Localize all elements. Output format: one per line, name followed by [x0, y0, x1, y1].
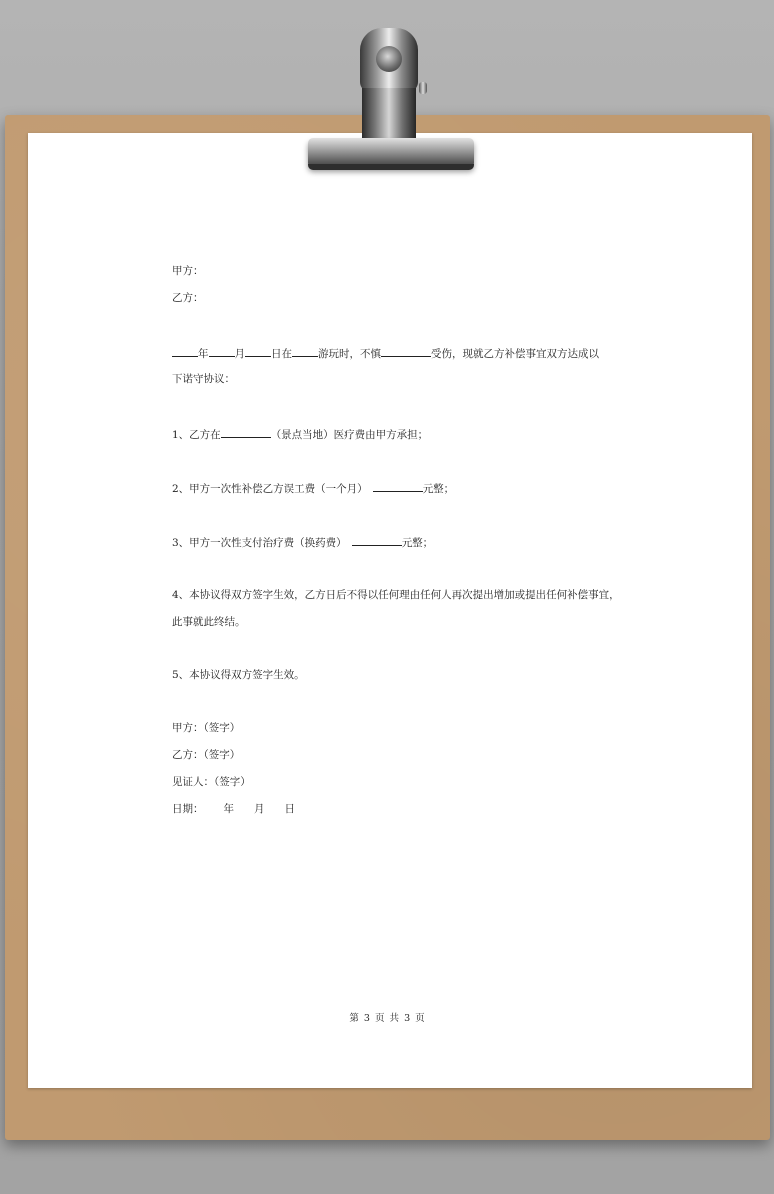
signature-party-a — [172, 721, 240, 735]
clause-4-line-2 — [172, 615, 246, 629]
footer-page-number: 3 — [363, 1013, 370, 1024]
date-day: 日 — [284, 803, 295, 815]
page-footer — [0, 1012, 774, 1026]
clause-3 — [172, 534, 433, 550]
signature-party-b — [172, 748, 240, 762]
footer-total-number: 3 — [404, 1013, 411, 1024]
intro-continuation: 下诺守协议： — [172, 373, 235, 385]
footer-prefix: 第 — [349, 1013, 359, 1024]
clause-2-suffix: 元整； — [422, 483, 455, 495]
party-b-line — [172, 291, 204, 305]
clause-2-prefix: 2、甲方一次性补偿乙方误工费（一个月） — [172, 483, 368, 495]
footer-page-unit: 页 — [374, 1013, 385, 1024]
clause-1-prefix: 1、乙方在 — [172, 429, 221, 441]
footer-total-unit: 页 — [415, 1013, 425, 1024]
signature-date — [172, 802, 295, 816]
intro-line — [172, 345, 599, 361]
clause-3-suffix: 元整； — [401, 537, 434, 549]
footer-total-prefix: 共 — [389, 1013, 400, 1024]
clause-5-text: 5、本协议得双方签字生效。 — [172, 669, 305, 681]
intro-tour-text: 游玩时，不慎 — [318, 348, 381, 360]
blank-year — [172, 345, 198, 357]
intro-year: 年 — [198, 348, 209, 360]
party-b-label: 乙方： — [172, 292, 204, 304]
signature-party-a-text: 甲方：（签字） — [172, 722, 241, 734]
clause-2 — [172, 480, 454, 496]
signature-party-b-text: 乙方：（签字） — [172, 749, 241, 761]
blank-clause-2 — [373, 480, 423, 492]
blank-clause-1 — [221, 426, 271, 438]
intro-injury-text: 受伤，现就乙方补偿事宜双方达成以 — [431, 348, 599, 360]
date-label: 日期： — [172, 803, 204, 815]
clause-3-prefix: 3、甲方一次性支付治疗费（换药费） — [172, 537, 347, 549]
blank-clause-3 — [352, 534, 402, 546]
signature-witness — [172, 775, 251, 789]
intro-month: 月 — [234, 348, 245, 360]
party-a-line — [172, 264, 204, 278]
clause-1 — [172, 426, 428, 442]
date-year: 年 — [223, 803, 234, 815]
party-a-label: 甲方： — [172, 265, 204, 277]
signature-witness-text: 见证人：（签字） — [172, 776, 251, 788]
clause-4-text-1: 4、本协议得双方签字生效，乙方日后不得以任何理由任何人再次提出增加或提出任何补偿事宜， — [172, 589, 620, 601]
blank-location — [292, 345, 318, 357]
clause-5 — [172, 668, 305, 682]
blank-day — [245, 345, 271, 357]
clause-1-suffix: （景点当地）医疗费由甲方承担； — [270, 429, 429, 441]
intro-day-at: 日在 — [271, 348, 292, 360]
intro-continuation-line — [172, 372, 235, 386]
clause-4-line-1 — [172, 588, 620, 602]
blank-month — [209, 345, 235, 357]
clause-4-text-2: 此事就此终结。 — [172, 616, 246, 628]
blank-injury — [381, 345, 431, 357]
date-month: 月 — [254, 803, 265, 815]
